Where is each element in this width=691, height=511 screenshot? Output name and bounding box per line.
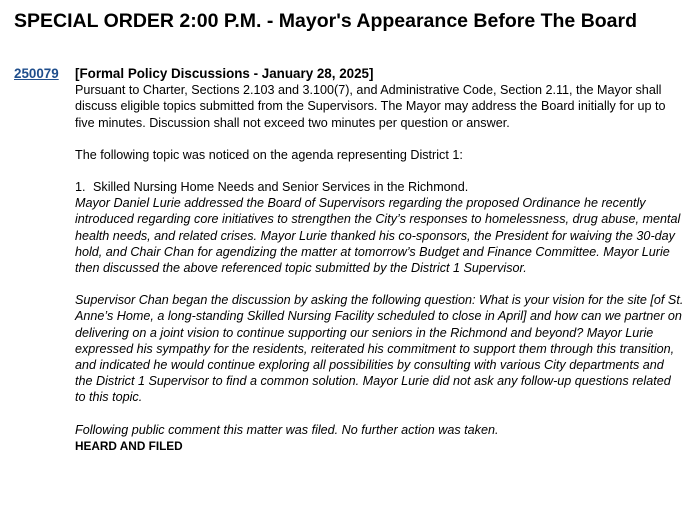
- public-comment-note: Following public comment this matter was filed. No further action was taken.: [75, 422, 499, 437]
- minutes-paragraph-1: Mayor Daniel Lurie addressed the Board of Supervisors regarding the proposed Ordinance he recently introduced regarding core initiatives to strengthen the City’s responses to homelessness, drug abuse, mental health needs, and related crises. Mayor Lurie thanked his co-sponsors, the President for waiving the 30-day hold, and Chair Chan for agendizing the matter at tomorrow’s Budget and Finance Committee. Mayor Lurie then discussed the above referenced topic submitted by the District 1 Supervisor.: [75, 196, 681, 276]
- item-description: Pursuant to Charter, Sections 2.103 and 3.100(7), and Administrative Code, Section 2.11, the Mayor shall discuss eligible topics submitted from the Supervisors. The Mayor may address the Board initially for up to five minutes. Discussion shall not exceed two minutes per question or answer.: [75, 83, 666, 130]
- minutes-paragraph-2: Supervisor Chan began the discussion by asking the following question: What is your vision for the site [of St. Anne’s Home, a long-standing Skilled Nursing Facility scheduled to close in April] and how can we partner on delivering on a joint vision to continue supporting our seniors in the Richmond and beyond? Mayor Lurie expressed his sympathy for the residents, reiterated his commitment to support them through this transition, and indicated he would continue exploring all possibilities by consulting with various City departments and the District 1 Supervisor to find a common solution. Mayor Lurie did not ask any follow-up questions related to this topic.: [75, 293, 684, 405]
- item-heading: [Formal Policy Discussions - January 28, 2025]: [75, 66, 374, 81]
- file-number-link[interactable]: 250079: [14, 66, 59, 81]
- topic-number: 1.: [75, 180, 86, 195]
- topic-text: Skilled Nursing Home Needs and Senior Services in the Richmond.: [93, 180, 469, 195]
- topic-intro: The following topic was noticed on the agenda representing District 1:: [75, 147, 463, 162]
- special-order-title: SPECIAL ORDER 2:00 P.M. - Mayor's Appearance Before The Board: [14, 10, 638, 32]
- item-content: [75, 66, 684, 454]
- topic-item: [75, 179, 684, 195]
- final-action: HEARD AND FILED: [75, 438, 183, 453]
